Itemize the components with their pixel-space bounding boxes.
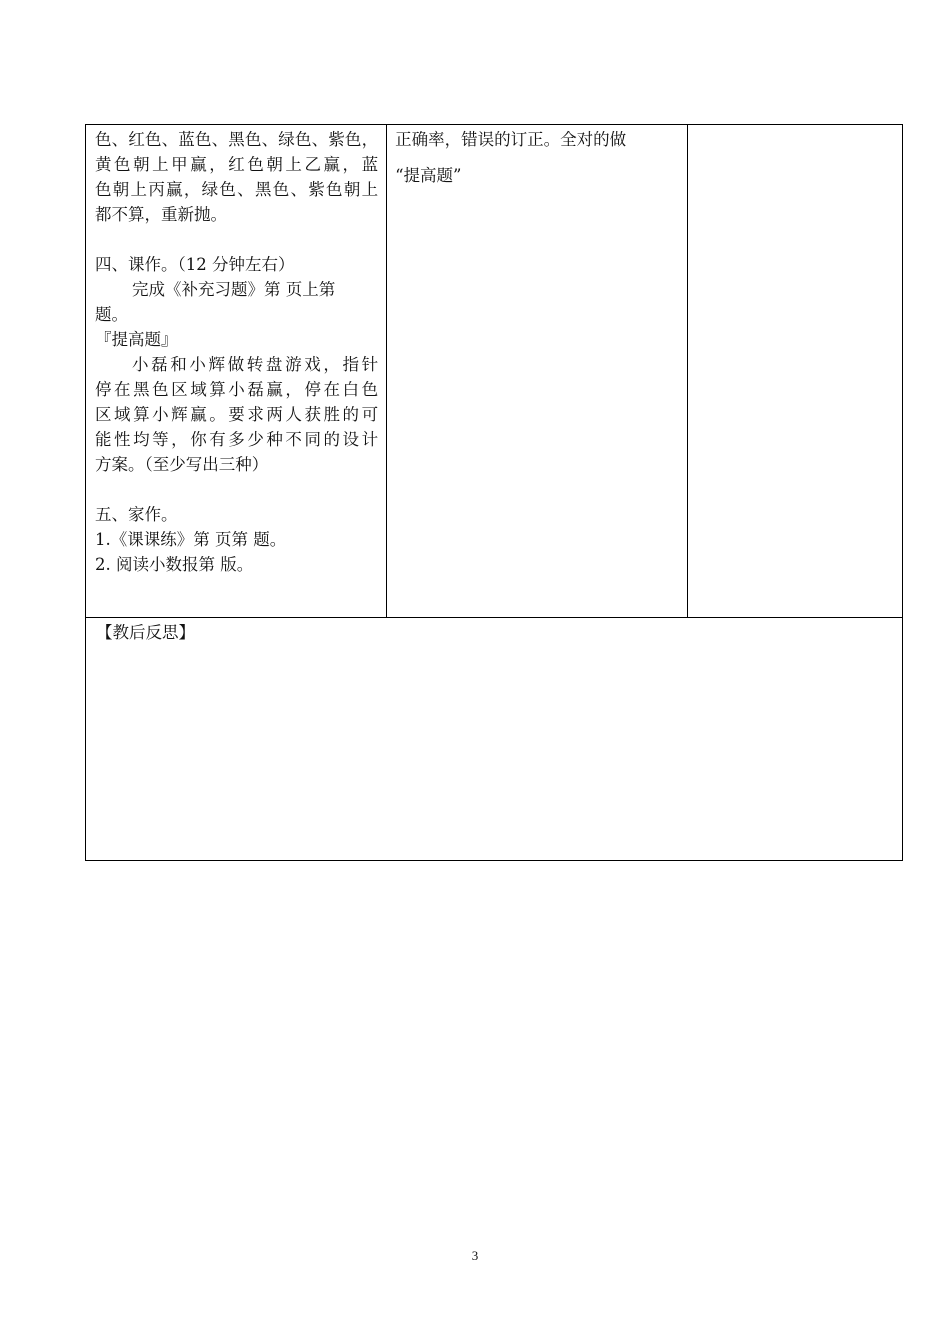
table-row (86, 618, 903, 861)
lesson-plan-table (85, 124, 903, 861)
page-number: 3 (471, 1248, 479, 1263)
text-line: 2. 阅读小数报第 版。 (95, 555, 254, 574)
text-line: 能性均等，你有多少种不同的设计 (95, 430, 379, 449)
text-line: 停在黑色区域算小磊赢，停在白色 (95, 380, 379, 399)
text-line: 方案。（至少写出三种） (95, 455, 269, 474)
notes-cell (688, 125, 903, 618)
text-line: 正确率，错误的订正。全对的做 (395, 130, 627, 149)
text-line: 区域算小辉赢。要求两人获胜的可 (95, 405, 379, 424)
section-heading: 四、课作。（12 分钟左右） (95, 255, 295, 274)
text-line: 完成《补充习题》第 页上第 (132, 280, 336, 299)
text-line: 色朝上丙赢，绿色、黑色、紫色朝上 (95, 180, 379, 199)
text-line: 黄色朝上甲赢，红色朝上乙赢，蓝 (95, 155, 379, 174)
text-line: “提高题” (395, 166, 462, 185)
text-line: 1.《课课练》第 页第 题。 (95, 530, 287, 549)
student-activity-cell (387, 125, 688, 618)
section-heading: 『提高题』 (95, 330, 178, 349)
section-heading: 五、家作。 (95, 505, 178, 524)
reflection-cell (86, 618, 903, 861)
text-line: 都不算，重新抛。 (95, 205, 227, 224)
text-line: 题。 (95, 305, 128, 324)
reflection-title: 【教后反思】 (96, 623, 195, 642)
table-row (86, 125, 903, 618)
text-line: 小磊和小辉做转盘游戏，指针 (132, 355, 379, 374)
text-line: 色、红色、蓝色、黑色、绿色、紫色， (95, 130, 379, 149)
activity-cell (86, 125, 387, 618)
